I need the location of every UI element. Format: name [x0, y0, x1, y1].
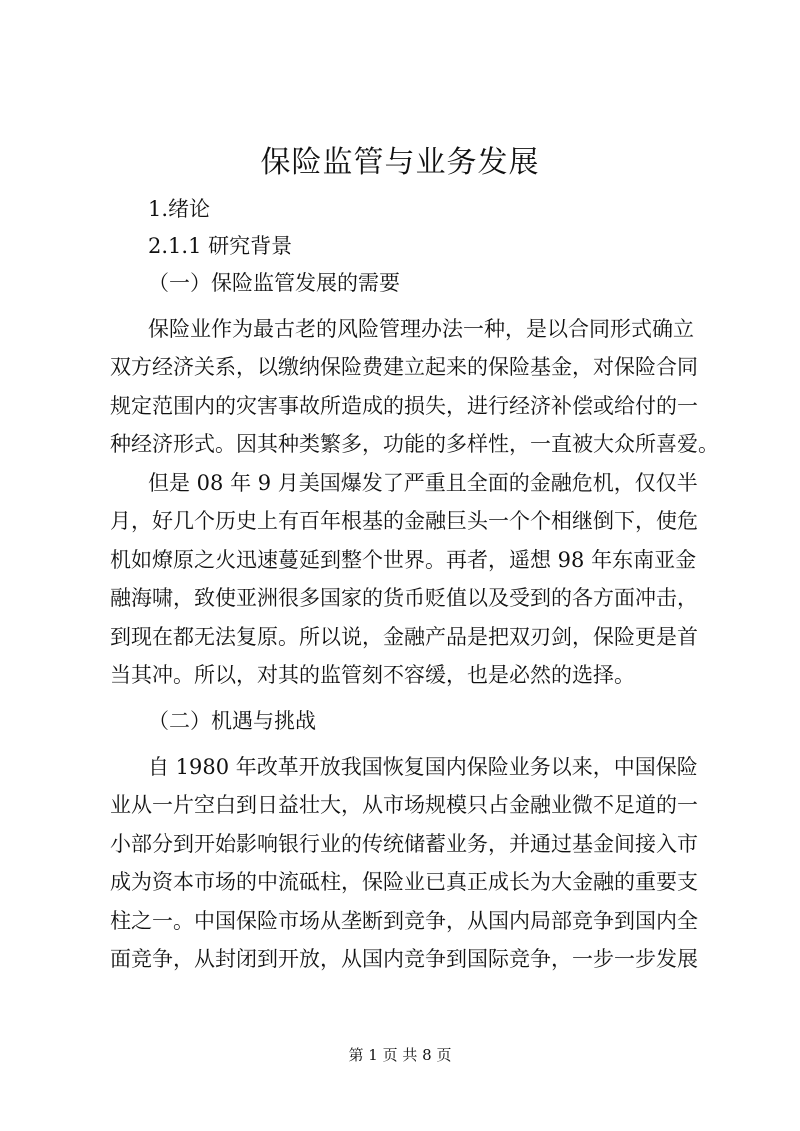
section-heading-opportunities-challenges: （二）机遇与挑战	[148, 709, 316, 733]
paragraph-line: 小部分到开始影响银行业的传统储蓄业务，并通过基金间接入市	[110, 832, 698, 856]
paragraph-line: 柱之一。中国保险市场从垄断到竞争，从国内局部竞争到国内全	[110, 909, 698, 933]
paragraph-line: 机如燎原之火迅速蔓延到整个世界。再者，遥想 98 年东南亚金	[110, 548, 697, 572]
document-title: 保险监管与业务发展	[260, 145, 540, 180]
section-heading-regulation-needs: （一）保险监管发展的需要	[148, 271, 400, 295]
paragraph-line: 种经济形式。因其种类繁多，功能的多样性，一直被大众所喜爱。	[110, 432, 719, 456]
paragraph-line: 当其冲。所以，对其的监管刻不容缓，也是必然的选择。	[110, 663, 635, 687]
paragraph-line: 月，好几个历史上有百年根基的金融巨头一个个相继倒下，使危	[110, 509, 698, 533]
page-number-footer: 第 1 页 共 8 页	[348, 1046, 452, 1064]
paragraph-line: 保险业作为最古老的风险管理办法一种，是以合同形式确立	[148, 317, 694, 341]
paragraph-line: 自 1980 年改革开放我国恢复国内保险业务以来，中国保险	[148, 755, 698, 779]
paragraph-line: 双方经济关系，以缴纳保险费建立起来的保险基金，对保险合同	[110, 355, 698, 379]
paragraph-line: 成为资本市场的中流砥柱，保险业已真正成长为大金融的重要支	[110, 870, 698, 894]
paragraph-line: 面竞争，从封闭到开放，从国内竞争到国际竞争，一步一步发展	[110, 947, 698, 971]
heading-research-background: 2.1.1 研究背景	[148, 234, 293, 258]
paragraph-line: 融海啸，致使亚洲很多国家的货币贬值以及受到的各方面冲击，	[110, 586, 698, 610]
paragraph-line: 但是 08 年 9 月美国爆发了严重且全面的金融危机，仅仅半	[148, 471, 698, 495]
paragraph-line: 业从一片空白到日益壮大，从市场规模只占金融业微不足道的一	[110, 793, 698, 817]
heading-introduction: 1.绪论	[148, 197, 211, 221]
paragraph-line: 到现在都无法复原。所以说，金融产品是把双刃剑，保险更是首	[110, 625, 698, 649]
paragraph-line: 规定范围内的灾害事故所造成的损失，进行经济补偿或给付的一	[110, 394, 698, 418]
